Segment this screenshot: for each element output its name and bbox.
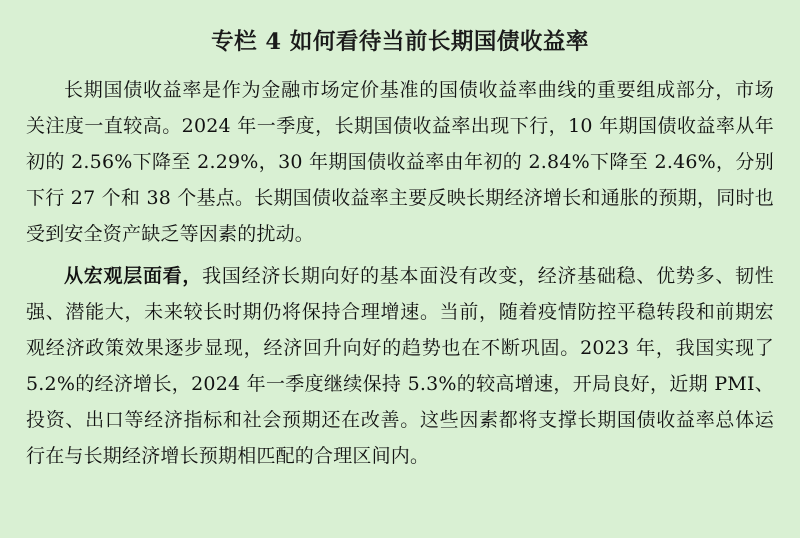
paragraph-2-lead: 从宏观层面看， <box>64 265 203 287</box>
paragraph-2-body: 我国经济长期向好的基本面没有改变，经济基础稳、优势多、韧性强、潜能大，未来较长时期仍将保持合理增速。当前，随着疫情防控平稳转段和前期宏观经济政策效果逐步显现，经济回升向好的趋势也在不断巩固。2023 年，我国实现了 5.2%的经济增长，2024 年一季度继续保持 5.3%的较高增速，开局良好，近期 PMI、投资、出口等经济指标和社会预期还在改善。这些因素都将支撑长期国债收益率总体运行在与长期经济增长预期相匹配的合理区间内。 <box>26 265 774 467</box>
page-title: 专栏 4 如何看待当前长期国债收益率 <box>211 29 589 55</box>
paragraph-1: 长期国债收益率是作为金融市场定价基准的国债收益率曲线的重要组成部分，市场关注度一直较高。2024 年一季度，长期国债收益率出现下行，10 年期国债收益率从年初的 2.56%下降至 2.29%，30 年期国债收益率由年初的 2.84%下降至 2.46%，分别下行 27 个和 38 个基点。长期国债收益率主要反映长期经济增长和通胀的预期，同时也受到安全资产缺乏等因素的扰动。 <box>26 79 774 245</box>
paragraph-2 <box>26 258 774 474</box>
